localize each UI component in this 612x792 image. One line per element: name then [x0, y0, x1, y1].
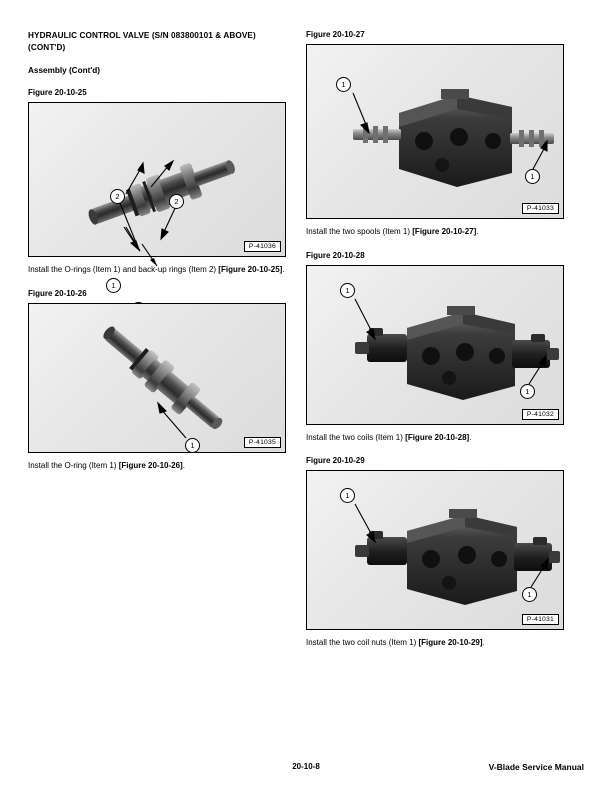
footer-manual-title: V-Blade Service Manual: [488, 762, 584, 772]
callout-1b: 1: [522, 587, 537, 602]
callout-1a: 1: [106, 278, 121, 293]
caption-ref: [Figure 20-10-26]: [118, 460, 183, 470]
caption-tail: .: [482, 638, 485, 647]
footer-page-number: 20-10-8: [292, 762, 320, 771]
caption-text: Install the two coils (Item 1): [306, 432, 406, 442]
figure-code-20-10-29: P-41031: [522, 614, 559, 625]
callout-2a: 2: [110, 189, 125, 204]
left-column: [28, 30, 286, 484]
caption-text: Install the two coil nuts (Item 1): [306, 638, 419, 647]
figure-label-20-10-28: Figure 20-10-28: [306, 250, 365, 260]
figure-label-20-10-27: Figure 20-10-27: [306, 30, 365, 39]
figure-label-20-10-29: Figure 20-10-29: [306, 456, 365, 465]
callout-1a: 1: [336, 77, 351, 92]
figure-code-20-10-28: P-41032: [522, 409, 559, 420]
figure-caption-20-10-29: [306, 637, 564, 649]
callout-1a: 1: [340, 488, 355, 503]
caption-ref: [Figure 20-10-28]: [405, 432, 470, 442]
caption-text: Install the O-rings (Item 1) and back-up rings (Item 2): [28, 265, 219, 274]
figure-label-20-10-25: Figure 20-10-25: [28, 88, 87, 97]
figure-illustration-spool-oring: [29, 304, 287, 454]
figure-image-20-10-29: [306, 470, 564, 630]
figure-image-20-10-28: [306, 265, 564, 425]
figure-label-20-10-26: Figure 20-10-26: [28, 288, 87, 298]
figure-illustration-valve-spools: [307, 45, 565, 220]
figure-code-20-10-26: P-41035: [244, 437, 281, 448]
figure-caption-20-10-27: [306, 226, 564, 238]
figure-image-20-10-27: [306, 44, 564, 219]
callout-1b: 1: [520, 384, 535, 399]
figure-leader-lines-20-10-25: [29, 103, 287, 258]
caption-text: Install the two spools (Item 1): [306, 227, 413, 236]
caption-tail: .: [282, 265, 285, 274]
page-title: HYDRAULIC CONTROL VALVE (S/N 083800101 & ABOVE) (CONT'D): [28, 31, 256, 52]
figure-caption-20-10-28: [306, 432, 564, 444]
figure-caption-20-10-26: [28, 460, 286, 472]
callout-1: 1: [185, 438, 200, 453]
figure-image-20-10-26: [28, 303, 286, 453]
caption-tail: .: [469, 432, 472, 442]
callout-1b: 1: [525, 169, 540, 184]
caption-tail: .: [182, 460, 185, 470]
caption-ref: [Figure 20-10-29]: [418, 638, 483, 647]
figure-code-20-10-25: P-41036: [244, 241, 281, 252]
figure-code-20-10-27: P-41033: [522, 203, 559, 214]
callout-2b: 2: [169, 194, 184, 209]
right-column: [306, 30, 564, 662]
section-subheading: Assembly (Cont'd): [28, 66, 101, 75]
caption-text: Install the O-ring (Item 1): [28, 460, 119, 470]
caption-ref: [Figure 20-10-27]: [412, 227, 477, 236]
caption-ref: [Figure 20-10-25]: [218, 265, 283, 274]
caption-tail: .: [476, 227, 479, 236]
callout-1a: 1: [340, 283, 355, 298]
